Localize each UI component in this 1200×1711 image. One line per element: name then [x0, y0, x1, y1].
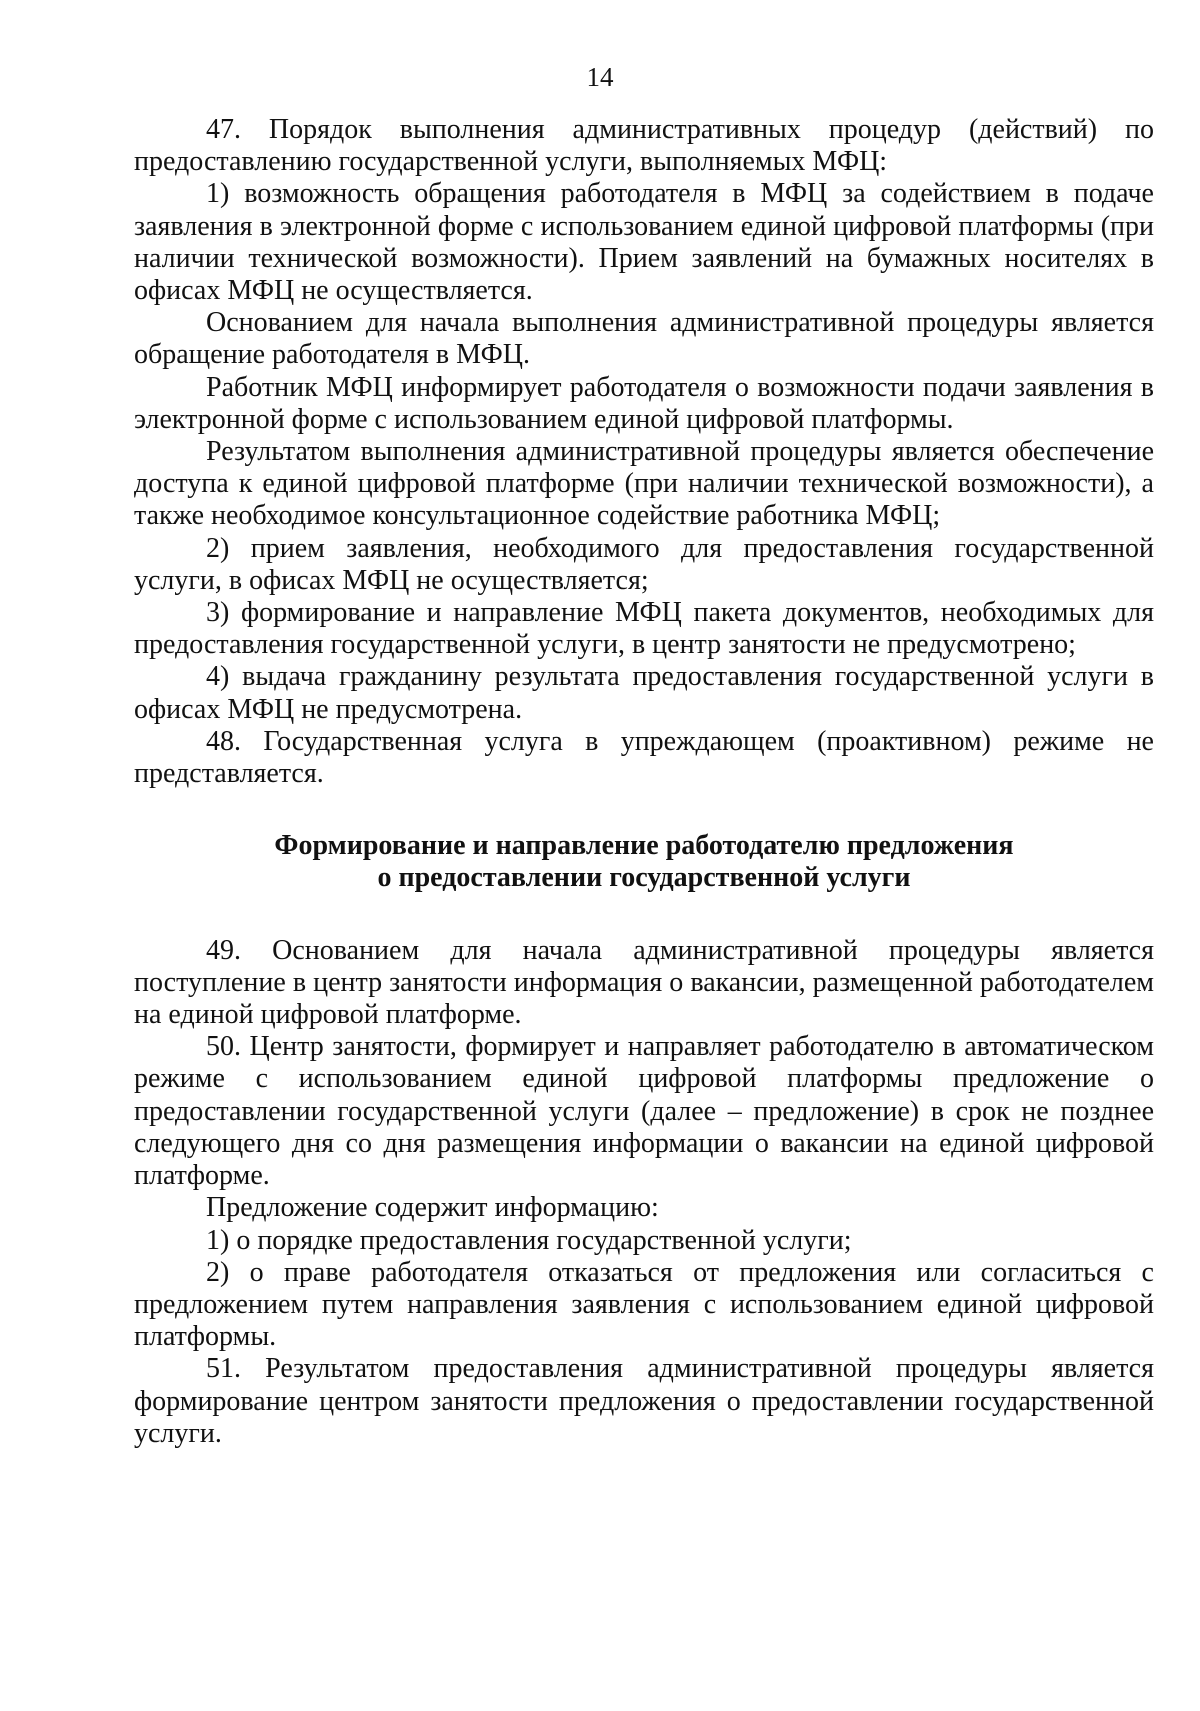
paragraph-51: 51. Результатом предоставления административной процедуры является формирование центром занятости предложения о предоставлении государственной услуги.: [134, 1353, 1154, 1449]
list-item-2-reception: 2) прием заявления, необходимого для предоставления государственной услуги, в офисах МФЦ не осуществляется;: [134, 532, 1154, 596]
paragraph-basis: Основанием для начала выполнения административной процедуры является обращение работодателя в МФЦ.: [134, 307, 1154, 371]
paragraph-50: 50. Центр занятости, формирует и направляет работодателю в автоматическом режиме с использованием единой цифровой платформы предложение о предоставлении государственной услуги (далее – предложение) в срок не позднее следующего дня со дня размещения информации о вакансии на единой цифровой платформе.: [134, 1031, 1154, 1192]
paragraph-result: Результатом выполнения административной процедуры является обеспечение доступа к единой цифровой платформе (при наличии технической возможности), а также необходимое консультационное содействие работника МФЦ;: [134, 436, 1154, 532]
section-heading: [134, 830, 1154, 894]
paragraph-47: 47. Порядок выполнения административных процедур (действий) по предоставлению государственной услуги, выполняемых МФЦ:: [134, 114, 1154, 178]
spacer: [134, 790, 1154, 830]
list-item-3-package: 3) формирование и направление МФЦ пакета документов, необходимых для предоставления государственной услуги, в центр занятости не предусмотрено;: [134, 597, 1154, 661]
paragraph-offer-contents: Предложение содержит информацию:: [206, 1192, 659, 1224]
spacer: [134, 895, 1154, 935]
paragraph-48: 48. Государственная услуга в упреждающем (проактивном) режиме не представляется.: [134, 725, 1154, 790]
section-heading-line-2: о предоставлении государственной услуги: [377, 862, 911, 894]
offer-item-2: 2) о праве работодателя отказаться от предложения или согласиться с предложением путем направления заявления с использованием единой цифровой платформы.: [134, 1256, 1154, 1353]
list-item-1-mfc-application: 1) возможность обращения работодателя в МФЦ за содействием в подаче заявления в электронной форме с использованием единой цифровой платформы (при наличии технической возможности). Прием заявлений на бумажных носителях в офисах МФЦ не осуществляется.: [134, 178, 1154, 307]
section-heading-line-1: Формирование и направление работодателю предложения: [274, 830, 1014, 862]
page-number: 14: [586, 62, 614, 92]
offer-item-1: 1) о порядке предоставления государственной услуги;: [206, 1224, 852, 1256]
list-item-4-issuance: 4) выдача гражданину результата предоставления государственной услуги в офисах МФЦ не предусмотрена.: [134, 661, 1154, 725]
paragraph-mfc-worker: Работник МФЦ информирует работодателя о возможности подачи заявления в электронной форме с использованием единой цифровой платформы.: [134, 371, 1154, 435]
document-body: [134, 114, 1154, 1450]
paragraph-49: 49. Основанием для начала административной процедуры является поступление в центр занятости информация о вакансии, размещенной работодателем на единой цифровой платформе.: [134, 934, 1154, 1031]
